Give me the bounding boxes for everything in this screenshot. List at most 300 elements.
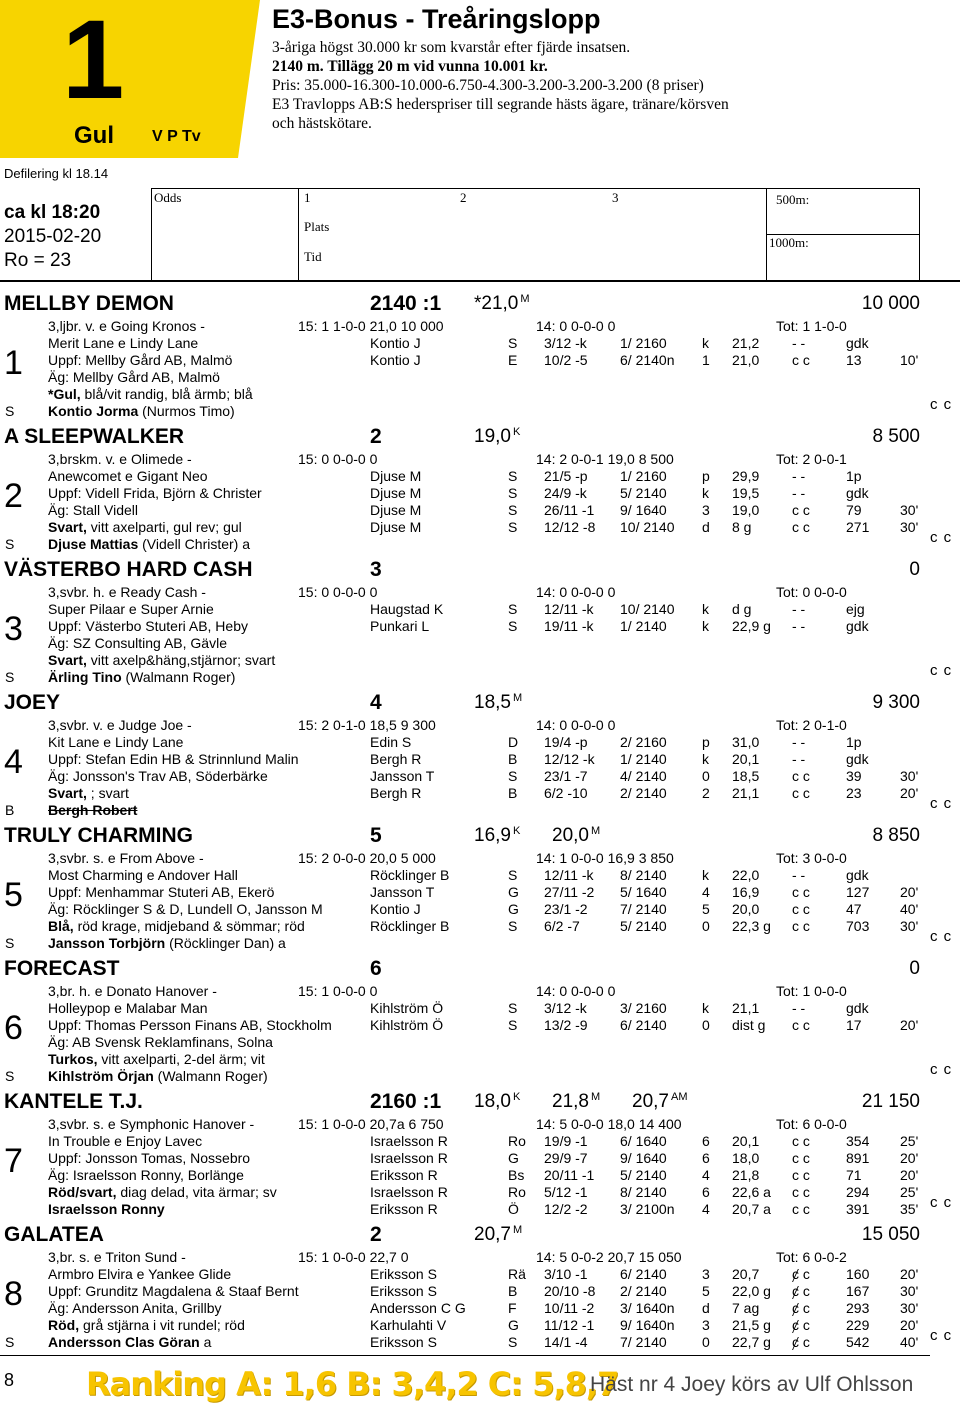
start-track: S xyxy=(508,519,518,535)
start-shoes: c c xyxy=(792,1201,810,1217)
horse-info-line: Äg: Stall Videll xyxy=(48,502,139,518)
start-odds: 167 xyxy=(846,1283,870,1299)
shoe-glyph: c c xyxy=(930,928,953,945)
start-pos: 7/ 2140 xyxy=(620,1334,667,1350)
start-method: 6 xyxy=(702,1184,710,1200)
start-odds: ejg xyxy=(846,601,865,617)
record-time: 19,0 xyxy=(474,426,511,447)
start-date: 3/10 -1 xyxy=(544,1266,588,1282)
start-date: 12/11 -k xyxy=(544,867,594,883)
start-shoes: - - xyxy=(792,734,806,750)
start-odds: gdk xyxy=(846,751,869,767)
start-time: 21,1 xyxy=(732,1000,760,1016)
start-odds: 294 xyxy=(846,1184,870,1200)
start-number: 8 xyxy=(4,1275,23,1313)
start-prize: 20' xyxy=(900,1167,919,1183)
colors-rest: diag delad, vita ärmar; sv xyxy=(116,1184,277,1200)
record-time: 21,8 xyxy=(552,1091,589,1112)
start-pos: 1/ 2140 xyxy=(620,618,667,634)
start-pos: 8/ 2140 xyxy=(620,867,667,883)
colors-rest: röd krage, midjeband & sömmar; röd xyxy=(73,918,305,934)
record-time: 20,7 xyxy=(474,1224,511,1245)
start-pos: 2/ 2160 xyxy=(620,734,667,750)
start-driver: Punkari L xyxy=(370,618,430,634)
driver-name: Kontio Jorma xyxy=(48,403,139,419)
start-time: 20,0 xyxy=(732,901,760,917)
odds-box xyxy=(151,188,920,282)
start-shoes: c c xyxy=(792,785,810,801)
horse-distance: 2 xyxy=(370,425,382,448)
horse-record xyxy=(474,825,520,847)
stat-total: Tot: 0 0-0-0 xyxy=(776,584,847,600)
stat-2015: 15: 1 0-0-0 22,7 0 xyxy=(298,1249,409,1265)
start-prize: 20' xyxy=(900,1017,919,1033)
horse-info-line: Merit Lane e Lindy Lane xyxy=(48,335,199,351)
horse-info-line: Most Charming e Andover Hall xyxy=(48,867,238,883)
start-prize: 30' xyxy=(900,519,919,535)
start-shoes: - - xyxy=(792,485,806,501)
start-method: d xyxy=(702,1300,710,1316)
horse-info-line: Äg: Röcklinger S & D, Lundell O, Jansson M xyxy=(48,901,323,917)
horse-record xyxy=(474,692,522,714)
start-track: F xyxy=(508,1300,517,1316)
start-shoes: - - xyxy=(792,618,806,634)
start-pos: 5/ 1640 xyxy=(620,884,667,900)
start-track: S xyxy=(508,502,518,518)
horse-info-line: Uppf: Thomas Persson Finans AB, Stockholm xyxy=(48,1017,332,1033)
start-pos: 4/ 2140 xyxy=(620,768,667,784)
colors-rest: vitt axelparti, gul rev; gul xyxy=(86,519,242,535)
shoe-glyph: c c xyxy=(930,1194,953,1211)
start-letter: S xyxy=(5,536,15,552)
record-type: K xyxy=(512,426,521,438)
start-shoes: - - xyxy=(792,468,806,484)
start-method: 5 xyxy=(702,901,710,917)
start-shoes: c c xyxy=(792,519,810,535)
start-time: 18,0 xyxy=(732,1150,760,1166)
shoe-glyph: c c xyxy=(930,396,953,413)
start-driver: Karhulahti V xyxy=(370,1317,447,1333)
horse-record xyxy=(632,1091,687,1113)
start-odds: 39 xyxy=(846,768,862,784)
start-shoes: - - xyxy=(792,601,806,617)
start-pos: 5/ 2140 xyxy=(620,918,667,934)
start-pos: 5/ 2140 xyxy=(620,485,667,501)
start-letter: S xyxy=(5,669,15,685)
start-shoes: ȼ c xyxy=(792,1334,810,1350)
stat-2015: 15: 1 1-0-0 21,0 10 000 xyxy=(298,318,444,334)
start-track: S xyxy=(508,1000,518,1016)
odds-col-3: 3 xyxy=(612,190,619,205)
stat-2015: 15: 2 0-1-0 18,5 9 300 xyxy=(298,717,436,733)
record-time: 20,7 xyxy=(632,1091,669,1112)
horse-name: VÄSTERBO HARD CASH xyxy=(4,558,253,581)
horse-info-line: Uppf: Jonsson Tomas, Nossebro xyxy=(48,1150,251,1166)
start-time: 22,0 xyxy=(732,867,760,883)
start-driver: Djuse M xyxy=(370,502,422,518)
horse-record xyxy=(474,426,520,448)
start-date: 21/5 -p xyxy=(544,468,588,484)
colors-rest: grå stjärna i vit rundel; röd xyxy=(79,1317,245,1333)
horse-info-line: Kit Lane e Lindy Lane xyxy=(48,734,184,750)
horse-colors xyxy=(48,1051,265,1067)
horse-colors xyxy=(48,918,305,934)
start-prize: 30' xyxy=(900,1300,919,1316)
horse-colors xyxy=(48,652,275,668)
start-method: 3 xyxy=(702,1266,710,1282)
colors-main: Blå, xyxy=(48,918,74,934)
driver-trainer: (Walmann Roger) xyxy=(121,669,236,685)
start-prize: 30' xyxy=(900,1283,919,1299)
start-shoes: c c xyxy=(792,1150,810,1166)
start-track: S xyxy=(508,468,518,484)
race-desc-line: och hästskötare. xyxy=(272,115,372,132)
start-method: k xyxy=(702,751,709,767)
race-desc-line: 2140 m. Tillägg 20 m vid vunna 10.001 kr. xyxy=(272,58,548,75)
horse-info-line: In Trouble e Enjoy Lavec xyxy=(48,1133,203,1149)
shoe-glyph: c c xyxy=(930,1061,953,1078)
start-pos: 2/ 2140 xyxy=(620,1283,667,1299)
driver-trainer: (Videll Christer) a xyxy=(138,536,251,552)
stat-total: Tot: 2 0-1-0 xyxy=(776,717,847,733)
start-shoes: c c xyxy=(792,1133,810,1149)
horse-name: JOEY xyxy=(4,691,61,714)
race-desc-line: Pris: 35.000-16.300-10.000-6.750-4.300-3.200-3.200-3.200 (8 priser) xyxy=(272,77,704,94)
horse-info-line: 3,svbr. s. e From Above - xyxy=(48,850,204,866)
colors-rest: vitt axelp&häng,stjärnor; svart xyxy=(86,652,276,668)
start-time: 22,0 g xyxy=(732,1283,771,1299)
horse-driver xyxy=(48,403,235,419)
start-track: G xyxy=(508,884,519,900)
odds-col-1: 1 xyxy=(304,190,311,205)
start-pos: 1/ 2160 xyxy=(620,468,667,484)
start-shoes: c c xyxy=(792,1167,810,1183)
start-pos: 1/ 2140 xyxy=(620,751,667,767)
start-shoes: ȼ c xyxy=(792,1283,810,1299)
start-letter: B xyxy=(5,802,15,818)
start-date: 20/11 -1 xyxy=(544,1167,595,1183)
start-driver: Kihlström Ö xyxy=(370,1000,444,1016)
start-driver: Kontio J xyxy=(370,901,421,917)
start-number: 2 xyxy=(4,477,23,515)
horse-earnings: 0 xyxy=(909,958,920,979)
start-shoes: c c xyxy=(792,352,810,368)
start-driver: Röcklinger B xyxy=(370,918,450,934)
start-method: d xyxy=(702,519,710,535)
start-driver: Röcklinger B xyxy=(370,867,450,883)
start-pos: 3/ 2160 xyxy=(620,1000,667,1016)
start-shoes: - - xyxy=(792,1000,806,1016)
start-date: 3/12 -k xyxy=(544,335,587,351)
start-odds: gdk xyxy=(846,485,869,501)
horse-info-line: 3,ljbr. v. e Going Kronos - xyxy=(48,318,205,334)
start-pos: 5/ 2140 xyxy=(620,1167,667,1183)
horse-info-line: Uppf: Menhammar Stuteri AB, Ekerö xyxy=(48,884,275,900)
stat-2015: 15: 2 0-0-0 20,0 5 000 xyxy=(298,850,436,866)
record-type: M xyxy=(512,692,523,704)
shoe-glyph: c c xyxy=(930,529,953,546)
colors-main: Turkos, xyxy=(48,1051,98,1067)
start-pos: 2/ 2140 xyxy=(620,785,667,801)
horse-driver xyxy=(48,1068,268,1084)
start-method: 1 xyxy=(702,352,710,368)
start-track: B xyxy=(508,1283,518,1299)
start-odds: 391 xyxy=(846,1201,870,1217)
start-prize: 35' xyxy=(900,1201,919,1217)
horse-info-line: Super Pilaar e Super Arnie xyxy=(48,601,214,617)
start-date: 23/1 -2 xyxy=(544,901,588,917)
start-date: 13/2 -9 xyxy=(544,1017,588,1033)
start-driver: Israelsson R xyxy=(370,1150,448,1166)
start-track: B xyxy=(508,785,518,801)
start-odds: 271 xyxy=(846,519,870,535)
colors-main: Röd, xyxy=(48,1317,80,1333)
start-date: 5/12 -1 xyxy=(544,1184,588,1200)
defilering-time: Defilering kl 18.14 xyxy=(4,166,109,181)
start-date: 14/1 -4 xyxy=(544,1334,588,1350)
start-track: Rä xyxy=(508,1266,526,1282)
driver-name: Israelsson Ronny xyxy=(48,1201,165,1217)
horse-info-line: Äg: AB Svensk Reklamfinans, Solna xyxy=(48,1034,273,1050)
start-pos: 3/ 2100n xyxy=(620,1201,675,1217)
start-odds: gdk xyxy=(846,618,869,634)
start-method: 4 xyxy=(702,1201,710,1217)
stat-2014: 14: 2 0-0-1 19,0 8 500 xyxy=(536,451,674,467)
start-letter: S xyxy=(5,935,15,951)
start-driver: Djuse M xyxy=(370,468,422,484)
start-track: S xyxy=(508,1334,518,1350)
start-odds: 354 xyxy=(846,1133,870,1149)
start-letter: S xyxy=(5,403,15,419)
tid-label: Tid xyxy=(304,249,322,264)
record-time: 18,5 xyxy=(474,692,511,713)
start-shoes: c c xyxy=(792,768,810,784)
horse-driver xyxy=(48,802,137,818)
start-odds: 293 xyxy=(846,1300,870,1316)
stat-2014: 14: 5 0-0-2 20,7 15 050 xyxy=(536,1249,682,1265)
start-odds: 47 xyxy=(846,901,862,917)
start-shoes: - - xyxy=(792,867,806,883)
start-odds: 23 xyxy=(846,785,862,801)
horse-record xyxy=(474,1091,520,1113)
start-odds: 542 xyxy=(846,1334,870,1350)
start-driver: Djuse M xyxy=(370,485,422,501)
start-track: S xyxy=(508,335,518,351)
start-driver: Eriksson S xyxy=(370,1334,437,1350)
colors-rest: blå/vit randig, blå ärmb; blå xyxy=(80,386,253,402)
start-driver: Kontio J xyxy=(370,335,421,351)
stat-total: Tot: 6 0-0-2 xyxy=(776,1249,847,1265)
start-odds: gdk xyxy=(846,335,869,351)
start-date: 12/12 -8 xyxy=(544,519,596,535)
start-date: 3/12 -k xyxy=(544,1000,587,1016)
record-type: M xyxy=(590,1091,601,1103)
record-type: AM xyxy=(670,1091,688,1103)
race-desc-line: 3-åriga högst 30.000 kr som kvarstår efter fjärde insatsen. xyxy=(272,39,631,56)
plats-label: Plats xyxy=(304,219,330,234)
start-time: 18,5 xyxy=(732,768,760,784)
start-pos: 10/ 2140 xyxy=(620,601,675,617)
horse-info-line: Äg: Jonsson's Trav AB, Söderbärke xyxy=(48,768,268,784)
start-track: S xyxy=(508,1017,518,1033)
record-type: K xyxy=(512,1091,521,1103)
start-time: dist g xyxy=(732,1017,766,1033)
start-driver: Haugstad K xyxy=(370,601,444,617)
start-prize: 30' xyxy=(900,918,919,934)
start-odds: 1p xyxy=(846,468,862,484)
start-odds: 17 xyxy=(846,1017,862,1033)
driver-trainer: a xyxy=(199,1334,212,1350)
horse-earnings: 10 000 xyxy=(861,293,920,314)
footer-note: Häst nr 4 Joey körs av Ulf Ohlsson xyxy=(590,1373,914,1396)
start-driver: Eriksson S xyxy=(370,1283,437,1299)
start-method: p xyxy=(702,468,710,484)
start-odds: 891 xyxy=(846,1150,870,1166)
stat-2014: 14: 0 0-0-0 0 xyxy=(536,318,616,334)
start-shoes: c c xyxy=(792,502,810,518)
horse-driver xyxy=(48,536,250,552)
colors-main: Svart, xyxy=(48,785,87,801)
horse-distance: 2 xyxy=(370,1223,382,1246)
shoe-glyph: c c xyxy=(930,662,953,679)
start-date: 10/2 -5 xyxy=(544,352,588,368)
stat-total: Tot: 1 0-0-0 xyxy=(776,983,847,999)
start-track: E xyxy=(508,352,518,368)
race-number: 1 xyxy=(62,0,121,122)
stat-2015: 15: 1 0-0-0 0 xyxy=(298,983,378,999)
start-driver: Eriksson R xyxy=(370,1167,438,1183)
start-time: 22,7 g xyxy=(732,1334,771,1350)
start-track: S xyxy=(508,601,518,617)
start-odds: 71 xyxy=(846,1167,862,1183)
start-time: 22,9 g xyxy=(732,618,771,634)
horse-driver xyxy=(48,1201,165,1217)
start-shoes: c c xyxy=(792,884,810,900)
start-pos: 1/ 2160 xyxy=(620,335,667,351)
start-method: k xyxy=(702,485,709,501)
start-method: 6 xyxy=(702,1150,710,1166)
start-date: 19/9 -1 xyxy=(544,1133,588,1149)
race-number-panel xyxy=(0,0,260,158)
start-method: 0 xyxy=(702,768,710,784)
odds-label: Odds xyxy=(154,190,182,205)
start-odds: 127 xyxy=(846,884,870,900)
horse-info-line: Uppf: Stefan Edin HB & Strinnlund Malin xyxy=(48,751,299,767)
start-time: 20,7 xyxy=(732,1266,760,1282)
horse-earnings: 9 300 xyxy=(872,692,920,713)
start-method: k xyxy=(702,601,709,617)
start-driver: Djuse M xyxy=(370,519,422,535)
start-number: 4 xyxy=(4,743,23,781)
horse-colors xyxy=(48,1317,245,1333)
horse-colors xyxy=(48,386,253,402)
driver-name: Bergh Robert xyxy=(48,802,138,818)
start-shoes: c c xyxy=(792,901,810,917)
start-driver: Bergh R xyxy=(370,751,422,767)
start-time: 22,6 a xyxy=(732,1184,771,1200)
start-driver: Bergh R xyxy=(370,785,422,801)
colors-rest: ; svart xyxy=(86,785,129,801)
start-driver: Jansson T xyxy=(370,884,435,900)
horse-earnings: 0 xyxy=(909,559,920,580)
start-shoes: - - xyxy=(792,335,806,351)
start-prize: 20' xyxy=(900,1266,919,1282)
start-number: 5 xyxy=(4,876,23,914)
start-driver: Jansson T xyxy=(370,768,435,784)
stat-total: Tot: 6 0-0-0 xyxy=(776,1116,847,1132)
driver-trainer: (Nurmos Timo) xyxy=(138,403,235,419)
start-time: 19,0 xyxy=(732,502,760,518)
start-method: 3 xyxy=(702,502,710,518)
horse-name: TRULY CHARMING xyxy=(4,824,194,847)
start-pos: 9/ 1640n xyxy=(620,1317,675,1333)
start-odds: gdk xyxy=(846,1000,869,1016)
start-time: 31,0 xyxy=(732,734,760,750)
start-time: 21,0 xyxy=(732,352,760,368)
record-type: M xyxy=(512,1224,523,1236)
start-time: 20,1 xyxy=(732,1133,760,1149)
driver-name: Ärling Tino xyxy=(48,669,122,685)
start-time: 19,5 xyxy=(732,485,760,501)
start-track: Ö xyxy=(508,1201,519,1217)
horse-info-line: 3,br. h. e Donato Hanover - xyxy=(48,983,217,999)
start-driver: Kihlström Ö xyxy=(370,1017,444,1033)
record-time: 16,9 xyxy=(474,825,511,846)
start-time: 21,1 xyxy=(732,785,760,801)
start-time: ca kl 18:20 xyxy=(4,202,101,223)
stat-2015: 15: 0 0-0-0 0 xyxy=(298,584,378,600)
start-time: 16,9 xyxy=(732,884,760,900)
start-track: S xyxy=(508,918,518,934)
horse-info-line: 3,br. s. e Triton Sund - xyxy=(48,1249,186,1265)
stat-total: Tot: 1 1-0-0 xyxy=(776,318,847,334)
start-time: 7 ag xyxy=(732,1300,760,1316)
stat-2014: 14: 5 0-0-0 18,0 14 400 xyxy=(536,1116,682,1132)
start-method: k xyxy=(702,618,709,634)
start-driver: Eriksson S xyxy=(370,1266,437,1282)
start-driver: Eriksson R xyxy=(370,1201,438,1217)
race-desc-line: E3 Travlopps AB:S hederspriser till segrande hästs ägare, tränare/körsven xyxy=(272,96,729,113)
start-shoes: c c xyxy=(792,1184,810,1200)
start-odds: 13 xyxy=(846,352,862,368)
start-number: 7 xyxy=(4,1142,23,1180)
start-pos: 6/ 2140 xyxy=(620,1017,667,1033)
driver-trainer: (Röcklinger Dan) a xyxy=(165,935,286,951)
horse-info-line: Anewcomet e Gigant Neo xyxy=(48,468,208,484)
race-date: 2015-02-20 xyxy=(4,226,102,247)
record-type: M xyxy=(590,825,601,837)
driver-name: Jansson Torbjörn xyxy=(48,935,166,951)
horse-info-line: 3,brskm. v. e Olimede - xyxy=(48,451,192,467)
start-pos: 3/ 1640n xyxy=(620,1300,675,1316)
horse-info-line: 3,svbr. h. e Ready Cash - xyxy=(48,584,206,600)
start-date: 19/11 -k xyxy=(544,618,594,634)
horse-info-line: 3,svbr. v. e Judge Joe - xyxy=(48,717,192,733)
colors-main: Röd/svart, xyxy=(48,1184,117,1200)
start-track: S xyxy=(508,867,518,883)
race-ro: Ro = 23 xyxy=(4,250,72,271)
start-time: 20,1 xyxy=(732,751,760,767)
start-date: 6/2 -7 xyxy=(544,918,580,934)
start-number: 6 xyxy=(4,1009,23,1047)
start-track: S xyxy=(508,618,518,634)
start-driver: Edin S xyxy=(370,734,412,750)
horse-record xyxy=(552,825,600,847)
shoe-glyph: c c xyxy=(930,1327,953,1344)
start-odds: gdk xyxy=(846,867,869,883)
horse-distance: 2160 :1 xyxy=(370,1090,442,1113)
colors-main: Svart, xyxy=(48,652,87,668)
